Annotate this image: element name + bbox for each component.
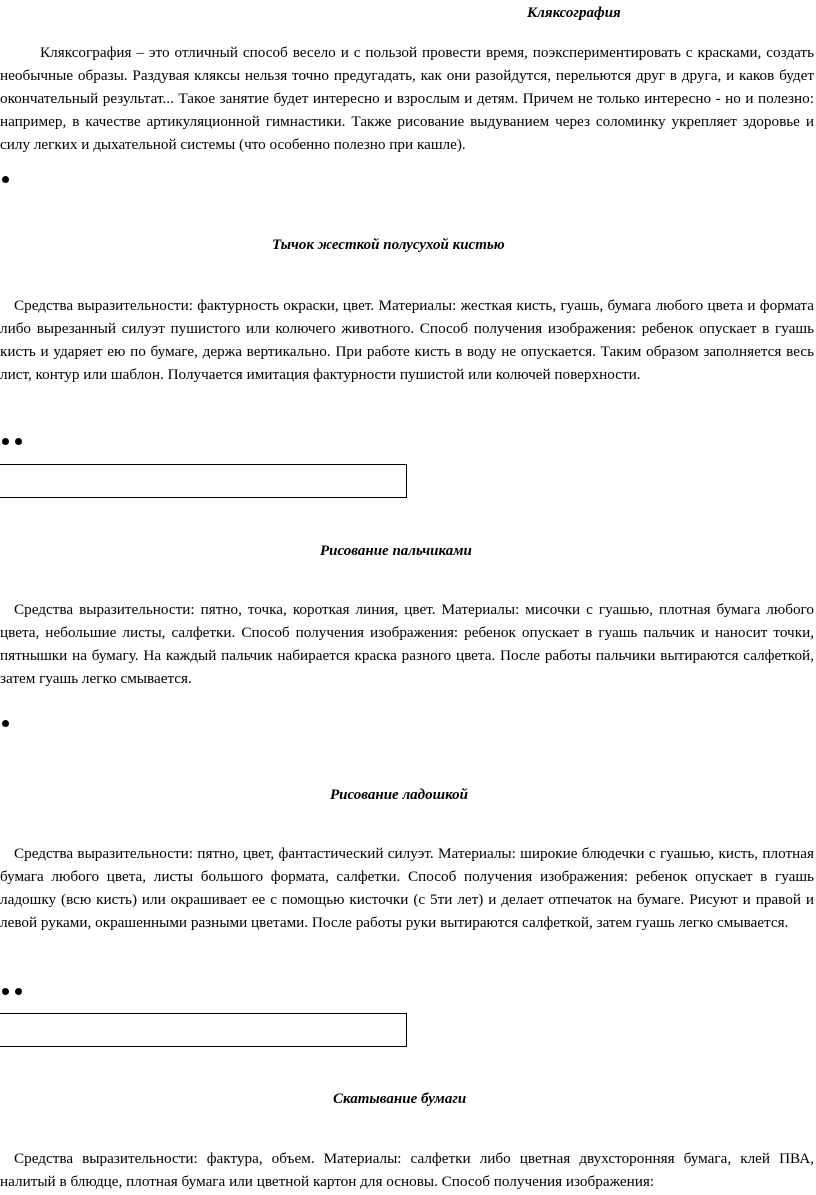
section-paragraph: Средства выразительности: фактура, объем. Материалы: салфетки либо цветная двухсторонняя бумага, клей ПВА, налитый в блюдце, плотная бумага или цветной картон для основы. Способ получения изображения: — [0, 1150, 814, 1190]
bullet-dot — [2, 988, 9, 995]
empty-frame — [0, 1013, 407, 1047]
bullet-marks — [2, 429, 28, 437]
section-heading: Рисование пальчиками — [320, 543, 472, 559]
bullet-dot — [15, 438, 22, 445]
section-heading: Тычок жесткой полусухой кистью — [272, 237, 505, 253]
section-paragraph: Средства выразительности: фактурность окраски, цвет. Материалы: жесткая кисть, гуашь, бумага любого цвета и формата либо вырезанный силуэт пушистого или колючего животного. Способ получения изображения: ребенок опускает в гуашь кисть и ударяет ею по бумаге, держа вертикально. При работе кисть в воду не опускается. Таким образом заполняется весь лист, контур или шаблон. Получается имитация фактурности пушистой или колючей поверхности. — [0, 297, 814, 383]
bullet-marks — [2, 167, 15, 175]
section-paragraph: Средства выразительности: пятно, цвет, фантастический силуэт. Материалы: широкие блюдечки с гуашью, кисть, плотная бумага любого цвета, листы большого формата, салфетки. Способ получения изображения: ребенок опускает в гуашь ладошку (всю кисть) или окрашивает ее с помощью кисточки (с 5ти лет) и делает отпечаток на бумаге. Рисуют и правой и левой руками, окрашенными разными цветами. После работы руки вытираются салфеткой, затем гуашь легко смывается. — [0, 845, 814, 931]
bullet-marks — [2, 979, 28, 987]
section-heading: Рисование ладошкой — [330, 787, 468, 803]
bullet-dot — [2, 720, 9, 727]
bullet-dot — [2, 438, 9, 445]
bullet-dot — [2, 176, 9, 183]
section-heading: Кляксография — [527, 5, 621, 21]
section-paragraph: Средства выразительности: пятно, точка, короткая линия, цвет. Материалы: мисочки с гуашью, плотная бумага любого цвета, небольшие листы, салфетки. Способ получения изображения: ребенок опускает в гуашь пальчик и наносит точки, пятнышки на бумагу. На каждый пальчик набирается краска разного цвета. После работы пальчики вытираются салфеткой, затем гуашь легко смывается. — [0, 601, 814, 687]
empty-frame — [0, 464, 407, 498]
bullet-dot — [15, 988, 22, 995]
section-heading: Скатывание бумаги — [333, 1091, 467, 1107]
bullet-marks — [2, 711, 15, 719]
section-paragraph: Кляксография – это отличный способ весело и с пользой провести время, поэкспериментировать с красками, создать необычные образы. Раздувая кляксы нельзя точно предугадать, как они разойдутся, перельются друг в друга, и каков будет окончательный результат... Такое занятие будет интересно и взрослым и детям. Причем не только интересно - но и полезно: например, в качестве артикуляционной гимнастики. Также рисование выдуванием через соломинку укрепляет здоровье и силу легких и дыхательной системы (что особенно полезно при кашле). — [0, 44, 814, 153]
